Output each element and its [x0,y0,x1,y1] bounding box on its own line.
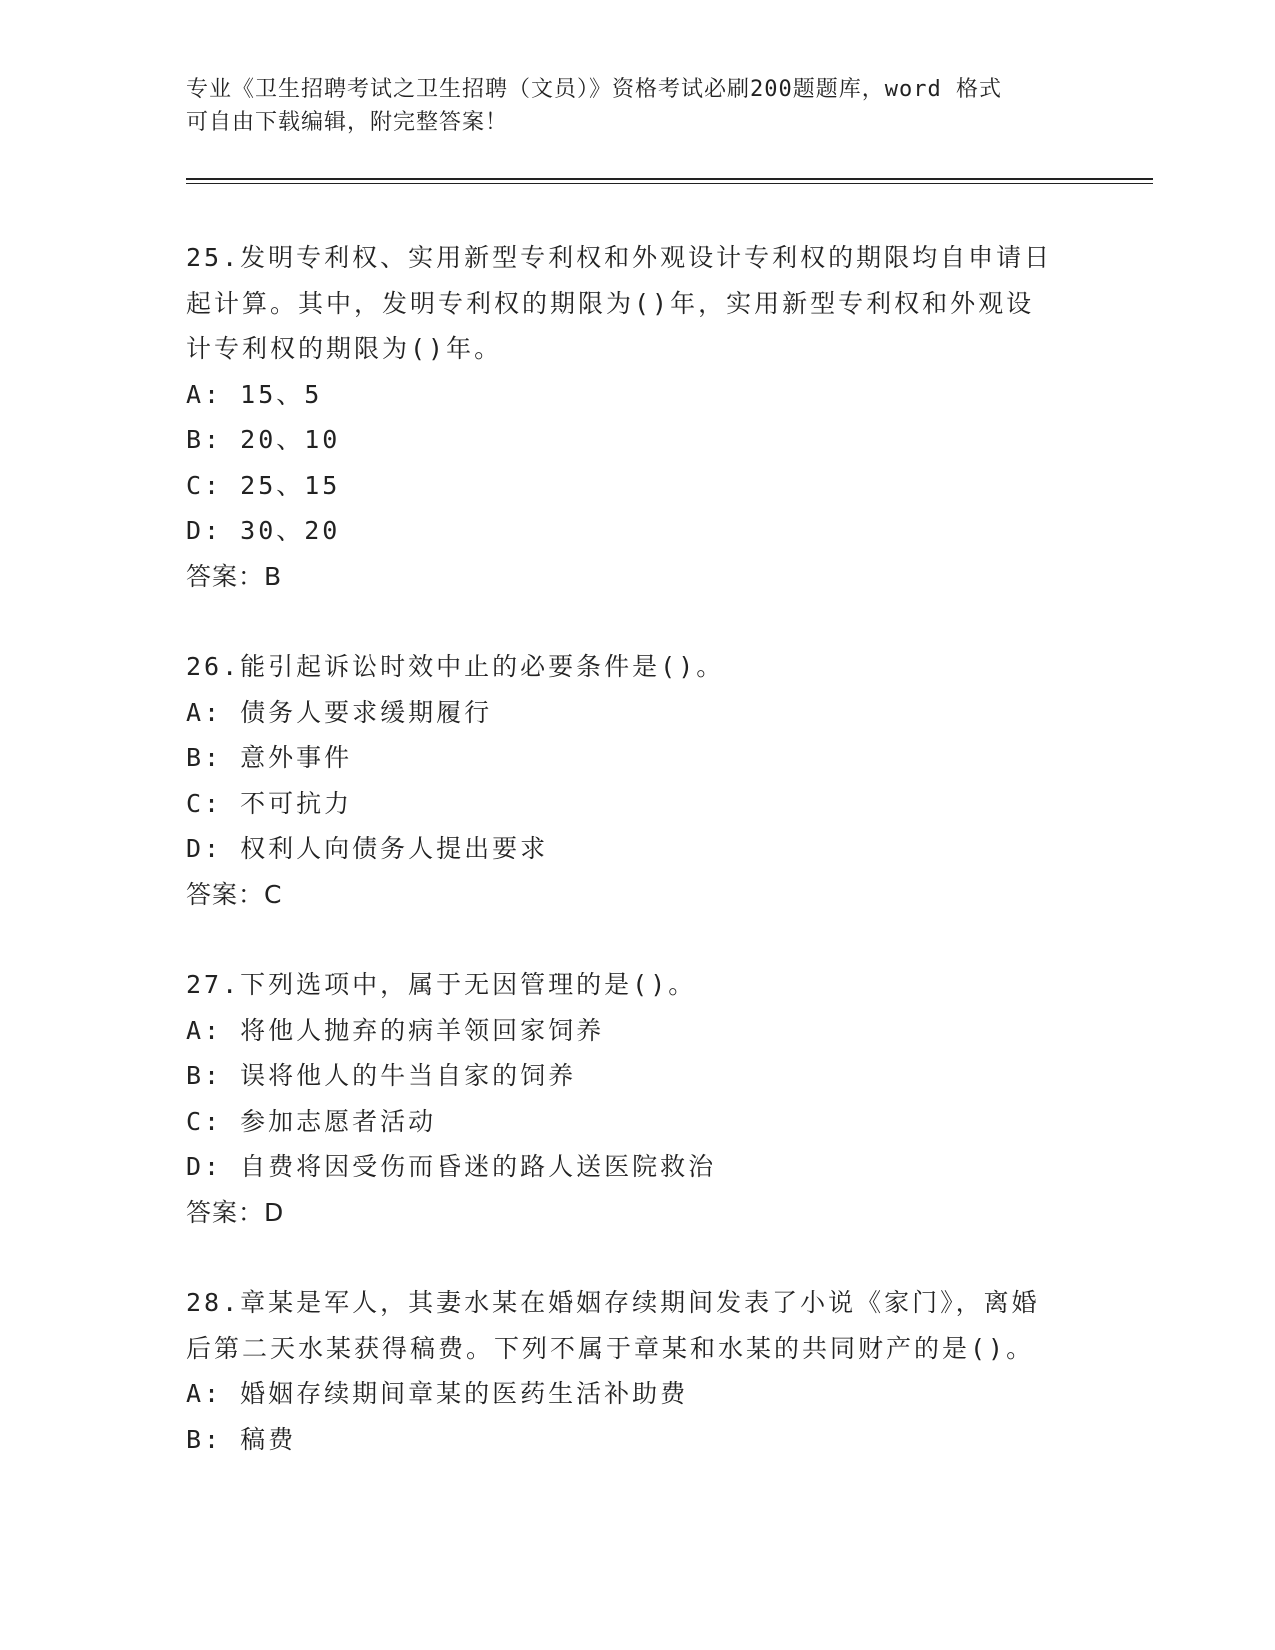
option-a: A: 将他人抛弃的病羊领回家饲养 [186,1015,605,1045]
question-spacer [186,917,1096,962]
option-d: D: 权利人向债务人提出要求 [186,834,549,863]
option-c: C: 不可抗力 [186,788,353,818]
question-stem-line: 27.下列选项中，属于无因管理的是()。 [186,970,697,999]
option-a: A: 15、5 [186,379,323,409]
question-list [186,235,1096,1462]
question-stem-line: 计专利权的期限为()年。 [186,334,503,363]
answer-line: 答案：C [186,879,283,909]
option-b: B: 稿费 [186,1424,297,1454]
option-a: A: 婚姻存续期间章某的医药生活补助费 [186,1379,689,1408]
question-stem-line: 起计算。其中，发明专利权的期限为()年，实用新型专利权和外观设 [186,288,1035,318]
document-header [186,73,1086,139]
answer-line: 答案：D [186,1197,285,1227]
question-stem-line: 26.能引起诉讼时效中止的必要条件是()。 [186,652,725,681]
question-26 [186,644,1096,917]
question-27 [186,962,1096,1235]
question-25 [186,235,1096,599]
option-d: D: 30、20 [186,516,341,545]
header-line-2: 可自由下载编辑，附完整答案！ [186,110,509,135]
question-28 [186,1280,1096,1462]
header-divider-thin [186,183,1153,184]
header-line-1: 专业《卫生招聘考试之卫生招聘（文员）》资格考试必刷200题题库，word 格式 [186,77,1002,102]
answer-line: 答案：B [186,561,283,591]
question-spacer [186,599,1096,644]
option-b: B: 意外事件 [186,743,353,772]
option-d: D: 自费将因受伤而昏迷的路人送医院救治 [186,1152,717,1181]
question-stem-line: 28.章某是军人，其妻水某在婚姻存续期间发表了小说《家门》，离婚 [186,1288,1040,1317]
option-b: B: 20、10 [186,425,341,454]
question-stem-line: 25.发明专利权、实用新型专利权和外观设计专利权的期限均自申请日 [186,243,1053,272]
option-c: C: 参加志愿者活动 [186,1106,437,1136]
option-c: C: 25、15 [186,470,341,500]
question-stem-line: 后第二天水某获得稿费。下列不属于章某和水某的共同财产的是()。 [186,1333,1035,1363]
header-divider-thick [186,178,1153,180]
option-b: B: 误将他人的牛当自家的饲养 [186,1061,577,1090]
option-a: A: 债务人要求缓期履行 [186,697,493,727]
question-spacer [186,1235,1096,1280]
